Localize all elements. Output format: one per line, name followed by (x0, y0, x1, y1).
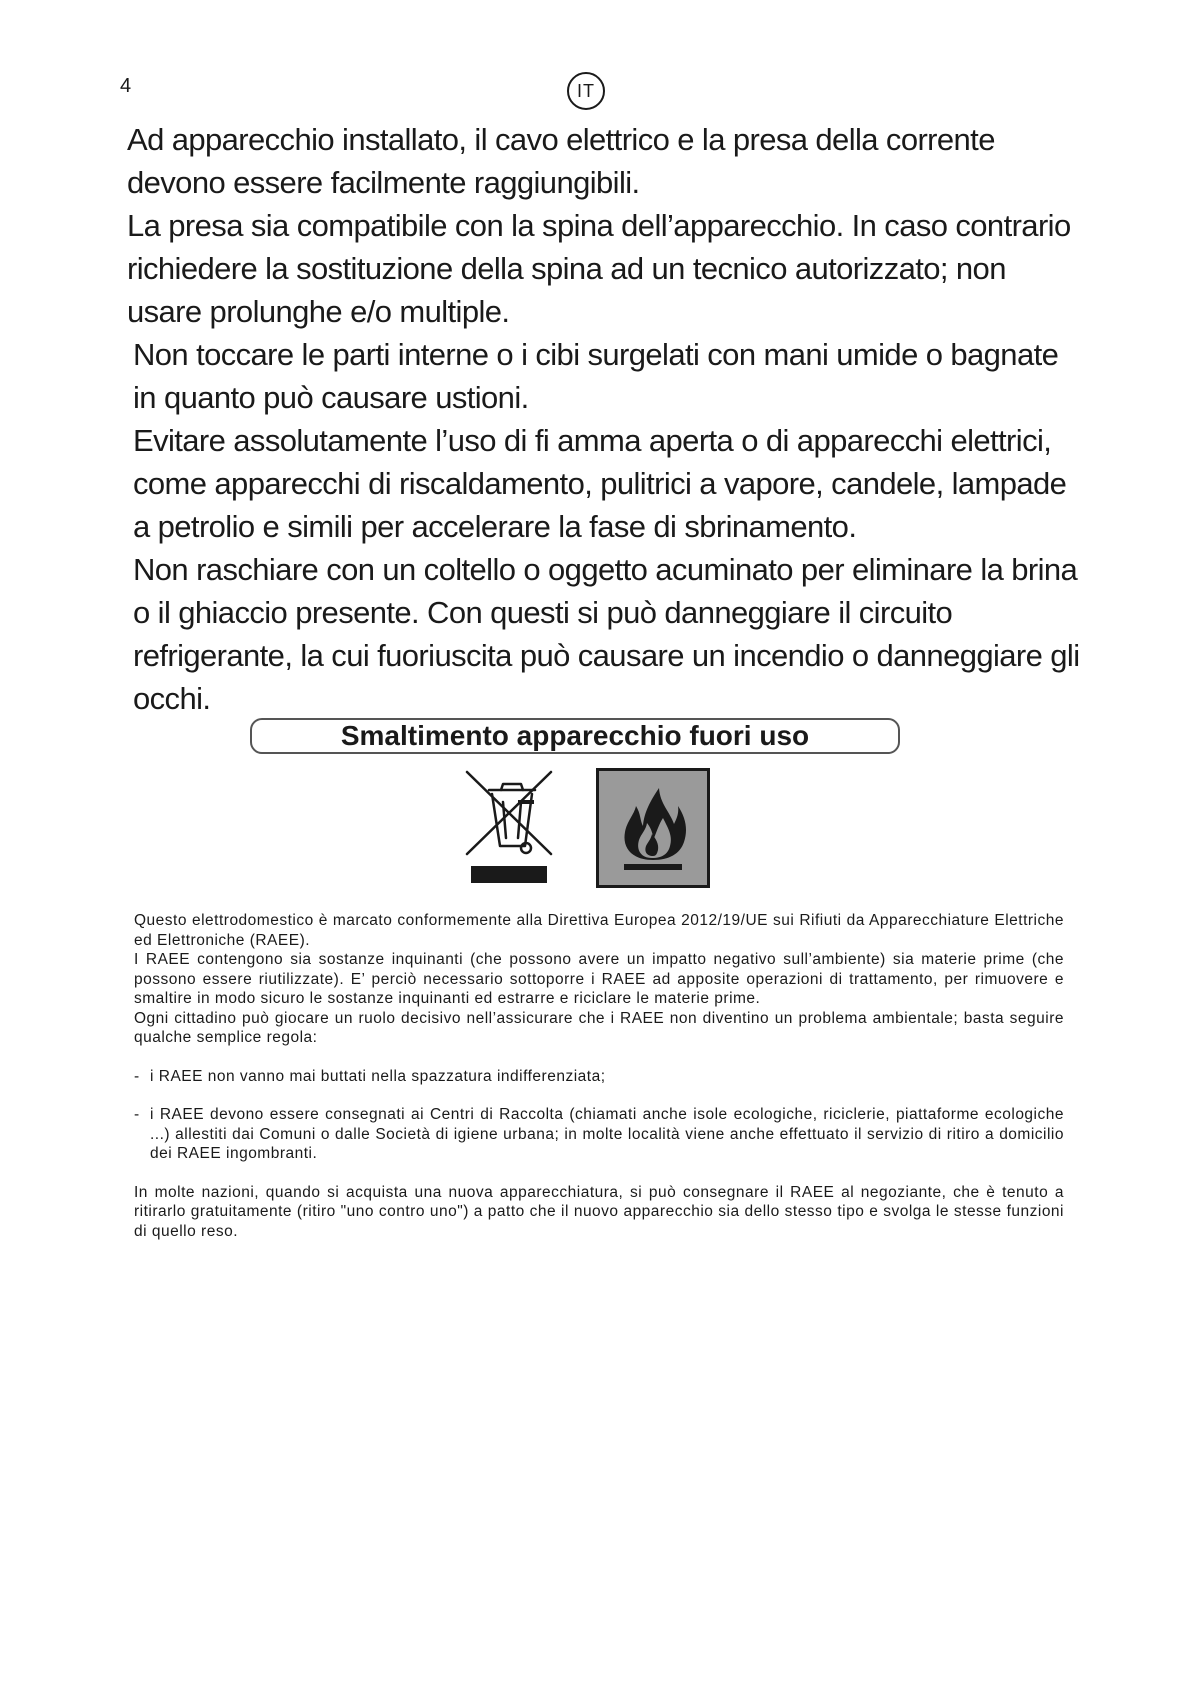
disposal-paragraph: Ogni cittadino può giocare un ruolo decisivo nell’assicurare che i RAEE non diventino un problema ambientale; basta seguire qualche semplice regola: (134, 1009, 1064, 1046)
list-item (134, 1067, 1064, 1087)
list-item-text: i RAEE devono essere consegnati ai Centri di Raccolta (chiamati anche isole ecologiche, riciclerie, piattaforme ecologiche ...) allestiti dai Comuni o dalle Società di igiene urbana; in molte località viene anche effettuato il servizio di ritiro a domicilio dei RAEE ingombranti. (150, 1106, 1064, 1162)
disposal-text (134, 911, 1064, 1241)
warning-paragraph: Non raschiare con un coltello o oggetto acuminato per eliminare la brina o il ghiaccio presente. Con questi si può danneggiare il circuito refrigerante, la cui fuoriuscita può causare un incendio o danneggiare gli occhi. (133, 552, 1080, 716)
warning-paragraph: Evitare assolutamente l’uso di fi amma aperta o di apparecchi elettrici, come apparecchi di riscaldamento, pulitrici a vapore, candele, lampade a petrolio e simili per accelerare la fase di sbrinamento. (133, 423, 1067, 544)
disposal-paragraph: I RAEE contengono sia sostanze inquinanti (che possono avere un impatto negativo sull’ambiente) sia materie prime (che possono essere riutilizzate). E’ perciò necessario sottoporre i RAEE ad apposite operazioni di trattamento, per rimuovere e smaltire in modo sicuro le sostanze inquinanti ed estrarre e riciclare le materie prime. (134, 951, 1064, 1007)
closing-paragraph: In molte nazioni, quando si acquista una nuova apparecchiatura, si può consegnare il RAEE al negoziante, che è tenuto a ritirarlo gratuitamente (ritiro "uno contro uno") a patto che il nuovo apparecchio sia dello stesso tipo e svolga le stesse funzioni di quello reso. (134, 1183, 1064, 1240)
disposal-paragraph: Questo elettrodomestico è marcato conformemente alla Direttiva Europea 2012/19/UE sui Rifiuti da Apparecchiature Elettriche ed Elettroniche (RAEE). (134, 912, 1064, 949)
warning-paragraph: Ad apparecchio installato, il cavo elettrico e la presa della corrente devono essere facilmente raggiungibili. (127, 122, 995, 200)
safety-warnings (128, 118, 1088, 720)
bullet-marker: - (134, 1106, 140, 1123)
flammable-icon (596, 768, 710, 888)
section-title: Smaltimento apparecchio fuori uso (250, 718, 900, 754)
crossed-out-wheelie-bin-icon (463, 766, 555, 888)
warning-paragraph: La presa sia compatibile con la spina dell’apparecchio. In caso contrario richiedere la sostituzione della spina ad un tecnico autorizzato; non usare prolunghe e/o multiple. (127, 208, 1071, 329)
bullet-marker: - (134, 1067, 140, 1085)
list-item-text: i RAEE non vanno mai buttati nella spazzatura indifferenziata; (150, 1067, 606, 1085)
warning-paragraph: Non toccare le parti interne o i cibi surgelati con mani umide o bagnate in quanto può causare ustioni. (133, 337, 1059, 415)
language-badge: IT (567, 72, 605, 110)
page-number: 4 (120, 75, 132, 97)
list-item (134, 1105, 1064, 1164)
